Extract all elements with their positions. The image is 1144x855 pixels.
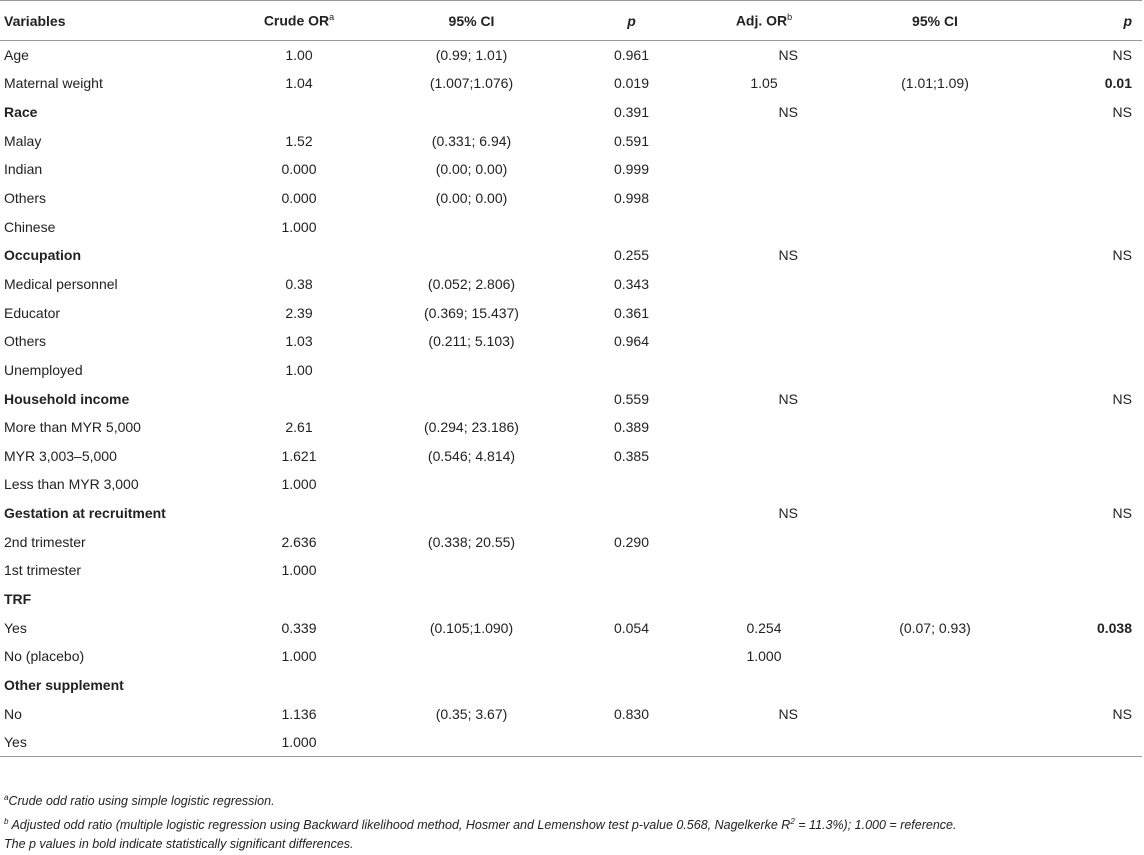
adj-or-cell	[690, 270, 840, 299]
p-adj-cell	[1032, 556, 1142, 585]
ci-crude-cell	[370, 384, 575, 413]
p-adj-cell	[1032, 413, 1142, 442]
p-crude-cell	[575, 470, 690, 499]
p-crude-cell: 0.361	[613, 304, 650, 321]
adj-or-cell: NS	[778, 705, 798, 722]
crude-or-cell: 1.621	[281, 447, 317, 464]
variable-cell: Chinese	[4, 218, 56, 235]
p-adj-cell	[1032, 642, 1142, 671]
table-row	[0, 556, 1142, 585]
p-crude-cell	[575, 671, 690, 700]
p-adj-cell	[1032, 298, 1142, 327]
p-crude-cell: 0.343	[613, 275, 650, 292]
crude-or-cell: 1.000	[281, 218, 317, 235]
adj-or-cell: NS	[778, 247, 798, 264]
adj-or-cell: 0.254	[746, 619, 782, 636]
adj-or-cell: 1.05	[750, 75, 778, 92]
p-adj-cell: NS	[1112, 247, 1132, 264]
adj-or-cell	[690, 585, 840, 614]
ci-adj-cell	[840, 155, 1032, 184]
p-adj-cell	[1032, 470, 1142, 499]
variable-cell: Indian	[4, 161, 43, 178]
ci-adj-cell	[840, 41, 1032, 70]
ci-adj-cell: (1.01;1.09)	[901, 75, 969, 92]
crude-or-cell: 0.000	[281, 161, 317, 178]
table-row	[0, 69, 1142, 98]
variable-cell: Yes	[4, 733, 27, 750]
variable-cell: Age	[4, 47, 29, 64]
crude-or-cell: 2.39	[285, 304, 313, 321]
table-row	[0, 470, 1142, 499]
ci-crude-cell: (0.338; 20.55)	[427, 533, 516, 550]
adj-or-cell	[690, 671, 840, 700]
table-row	[0, 642, 1142, 671]
crude-or-cell: 1.000	[281, 476, 317, 493]
variable-cell: Maternal weight	[4, 75, 103, 92]
crude-or-cell: 2.636	[281, 533, 317, 550]
header-adj-or: Adj. $OR^b$	[735, 12, 793, 29]
variable-cell: No (placebo)	[4, 648, 85, 665]
variable-cell: Yes	[4, 619, 27, 636]
crude-or-cell: 0.000	[281, 190, 317, 207]
adj-or-cell	[690, 413, 840, 442]
p-crude-cell	[575, 642, 690, 671]
ci-adj-cell	[840, 671, 1032, 700]
p-adj-cell	[1032, 527, 1142, 556]
ci-adj-cell: (0.07; 0.93)	[899, 619, 971, 636]
ci-adj-cell	[840, 356, 1032, 385]
ci-adj-cell	[840, 270, 1032, 299]
p-crude-cell: 0.559	[613, 390, 650, 407]
ci-adj-cell	[840, 298, 1032, 327]
p-adj-cell	[1032, 356, 1142, 385]
ci-crude-cell	[370, 212, 575, 241]
crude-or-cell	[230, 98, 370, 127]
ci-crude-cell	[370, 585, 575, 614]
p-crude-cell: 0.389	[613, 419, 650, 436]
crude-or-cell: 1.00	[285, 361, 313, 378]
ci-crude-cell: (0.211; 5.103)	[428, 333, 515, 350]
ci-adj-cell	[840, 98, 1032, 127]
p-crude-cell	[575, 585, 690, 614]
header-p-adj: p	[1123, 12, 1132, 29]
ci-crude-cell	[370, 671, 575, 700]
p-adj-cell	[1032, 441, 1142, 470]
adj-or-cell: NS	[778, 104, 798, 121]
crude-or-cell: 2.61	[285, 419, 313, 436]
p-adj-cell	[1032, 155, 1142, 184]
p-adj-cell	[1032, 126, 1142, 155]
crude-or-cell: 1.00	[285, 47, 313, 64]
p-adj-cell: NS	[1112, 104, 1132, 121]
ci-crude-cell	[370, 98, 575, 127]
header-ci-crude: 95% CI	[448, 12, 495, 29]
p-adj-cell: NS	[1112, 705, 1132, 722]
table-group-row	[0, 585, 1142, 614]
p-crude-cell: 0.391	[613, 104, 650, 121]
adj-or-cell	[690, 356, 840, 385]
table-group-row	[0, 241, 1142, 270]
ci-crude-cell: (0.369; 15.437)	[424, 304, 519, 321]
ci-crude-cell	[370, 642, 575, 671]
header-row	[0, 1, 1142, 41]
header-p-crude: p	[627, 12, 636, 29]
adj-or-cell: NS	[778, 47, 798, 64]
ci-adj-cell	[840, 441, 1032, 470]
ci-crude-cell	[370, 470, 575, 499]
ci-adj-cell	[840, 384, 1032, 413]
ci-adj-cell	[840, 499, 1032, 528]
table-row	[0, 155, 1142, 184]
table-header	[0, 1, 1142, 41]
table-row	[0, 613, 1142, 642]
ci-adj-cell	[840, 527, 1032, 556]
table-group-row	[0, 671, 1142, 700]
table-row	[0, 728, 1142, 757]
table-row	[0, 327, 1142, 356]
table-row	[0, 441, 1142, 470]
ci-adj-cell	[840, 470, 1032, 499]
ci-adj-cell	[840, 184, 1032, 213]
footnote-a: $^a$Crude odd ratio using simple logistic regression.	[4, 793, 275, 809]
p-adj-cell	[1032, 671, 1142, 700]
ci-crude-cell	[370, 499, 575, 528]
variable-cell: Other supplement	[4, 676, 124, 693]
table-row	[0, 413, 1142, 442]
ci-adj-cell	[840, 699, 1032, 728]
footnote-b: $^b$ Adjusted odd ratio (multiple logistic regression using Backward likelihood method, Hosmer and Lemenshow test p-value 0.568, Nagelkerke $R^2 = 11.3\%$); 1.000 = reference.	[4, 816, 957, 832]
p-crude-cell: 0.591	[613, 132, 650, 149]
adj-or-cell: 1.000	[746, 648, 782, 665]
crude-or-cell	[230, 499, 370, 528]
crude-or-cell	[230, 384, 370, 413]
ci-crude-cell: (1.007;1.076)	[429, 75, 514, 92]
p-adj-cell: 0.038	[1096, 619, 1132, 636]
variable-cell: Household income	[4, 390, 130, 407]
p-crude-cell: 0.999	[613, 161, 650, 178]
crude-or-cell: 1.000	[281, 733, 317, 750]
crude-or-cell: 1.000	[281, 648, 317, 665]
variable-cell: Malay	[4, 132, 42, 149]
table-row	[0, 184, 1142, 213]
ci-adj-cell	[840, 327, 1032, 356]
p-crude-cell	[575, 728, 690, 757]
table-row	[0, 212, 1142, 241]
ci-adj-cell	[840, 413, 1032, 442]
variable-cell: 1st trimester	[4, 562, 82, 579]
ci-adj-cell	[840, 642, 1032, 671]
p-crude-cell	[575, 212, 690, 241]
table-group-row	[0, 384, 1142, 413]
crude-or-cell: 1.000	[281, 562, 317, 579]
adj-or-cell	[690, 556, 840, 585]
ci-adj-cell	[840, 212, 1032, 241]
header-variables: Variables	[4, 12, 66, 29]
variable-cell: Others	[4, 190, 47, 207]
ci-crude-cell: (0.331; 6.94)	[431, 132, 512, 149]
crude-or-cell: 1.04	[285, 75, 313, 92]
variable-cell: Race	[4, 104, 38, 121]
p-crude-cell	[575, 499, 690, 528]
ci-crude-cell: (0.00; 0.00)	[435, 190, 508, 207]
ci-crude-cell: (0.35; 3.67)	[435, 705, 508, 722]
crude-or-cell	[230, 671, 370, 700]
p-adj-cell	[1032, 327, 1142, 356]
table-row	[0, 41, 1142, 70]
ci-crude-cell	[370, 728, 575, 757]
ci-adj-cell	[840, 556, 1032, 585]
adj-or-cell	[690, 184, 840, 213]
ci-crude-cell	[370, 241, 575, 270]
crude-or-cell: 1.136	[281, 705, 317, 722]
variable-cell: Others	[4, 333, 47, 350]
adj-or-cell: NS	[778, 505, 798, 522]
table-group-row	[0, 98, 1142, 127]
ci-crude-cell	[370, 556, 575, 585]
crude-or-cell: 1.52	[285, 132, 313, 149]
p-crude-cell: 0.830	[613, 705, 650, 722]
variable-cell: 2nd trimester	[4, 533, 86, 550]
adj-or-cell	[690, 212, 840, 241]
crude-or-cell: 0.339	[281, 619, 317, 636]
table-row	[0, 356, 1142, 385]
ci-adj-cell	[840, 241, 1032, 270]
table-row	[0, 270, 1142, 299]
ci-crude-cell: (0.99; 1.01)	[435, 47, 508, 64]
p-adj-cell	[1032, 270, 1142, 299]
variable-cell: MYR 3,003–5,000	[4, 447, 117, 464]
p-crude-cell: 0.054	[613, 619, 650, 636]
table-group-row	[0, 499, 1142, 528]
p-crude-cell: 0.019	[613, 75, 650, 92]
ci-crude-cell: (0.00; 0.00)	[435, 161, 508, 178]
ci-crude-cell: (0.052; 2.806)	[427, 275, 516, 292]
adj-or-cell	[690, 126, 840, 155]
variable-cell: TRF	[4, 590, 32, 607]
footnote-c: The p values in bold indicate statistically significant differences.	[4, 837, 354, 852]
ci-adj-cell	[840, 728, 1032, 757]
p-adj-cell	[1032, 585, 1142, 614]
adj-or-cell	[690, 155, 840, 184]
p-crude-cell: 0.964	[613, 333, 650, 350]
adj-or-cell: NS	[778, 390, 798, 407]
p-crude-cell: 0.290	[613, 533, 650, 550]
adj-or-cell	[690, 441, 840, 470]
table-row	[0, 126, 1142, 155]
p-adj-cell: 0.01	[1104, 75, 1132, 92]
variable-cell: Unemployed	[4, 361, 83, 378]
p-adj-cell	[1032, 212, 1142, 241]
p-crude-cell: 0.385	[613, 447, 650, 464]
p-crude-cell	[575, 556, 690, 585]
p-crude-cell: 0.998	[613, 190, 650, 207]
header-ci-adj: 95% CI	[912, 12, 958, 29]
crude-or-cell	[230, 585, 370, 614]
table-row	[0, 699, 1142, 728]
crude-or-cell: 1.03	[285, 333, 313, 350]
p-adj-cell: NS	[1112, 390, 1132, 407]
p-adj-cell	[1032, 728, 1142, 757]
ci-adj-cell	[840, 126, 1032, 155]
ci-adj-cell	[840, 585, 1032, 614]
crude-or-cell	[230, 241, 370, 270]
p-crude-cell: 0.961	[613, 47, 650, 64]
header-crude-or: Crude $OR^a$	[263, 12, 335, 29]
crude-or-cell: 0.38	[285, 275, 313, 292]
adj-or-cell	[690, 527, 840, 556]
ci-crude-cell: (0.105;1.090)	[429, 619, 514, 636]
ci-crude-cell: (0.294; 23.186)	[424, 419, 519, 436]
variable-cell: Less than MYR 3,000	[4, 476, 139, 493]
table-footnotes	[4, 788, 956, 855]
variable-cell: No	[4, 705, 22, 722]
p-crude-cell	[575, 356, 690, 385]
p-adj-cell: NS	[1112, 47, 1132, 64]
table-body	[0, 41, 1142, 757]
adj-or-cell	[690, 728, 840, 757]
adj-or-cell	[690, 327, 840, 356]
p-adj-cell: NS	[1112, 505, 1132, 522]
p-crude-cell: 0.255	[613, 247, 650, 264]
p-adj-cell	[1032, 184, 1142, 213]
adj-or-cell	[690, 470, 840, 499]
ci-crude-cell	[370, 356, 575, 385]
ci-crude-cell: (0.546; 4.814)	[427, 447, 516, 464]
variable-cell: Gestation at recruitment	[4, 505, 166, 522]
table-row	[0, 527, 1142, 556]
table-row	[0, 298, 1142, 327]
variable-cell: Educator	[4, 304, 61, 321]
variable-cell: Occupation	[4, 247, 82, 264]
adj-or-cell	[690, 298, 840, 327]
variable-cell: More than MYR 5,000	[4, 419, 141, 436]
variable-cell: Medical personnel	[4, 275, 118, 292]
